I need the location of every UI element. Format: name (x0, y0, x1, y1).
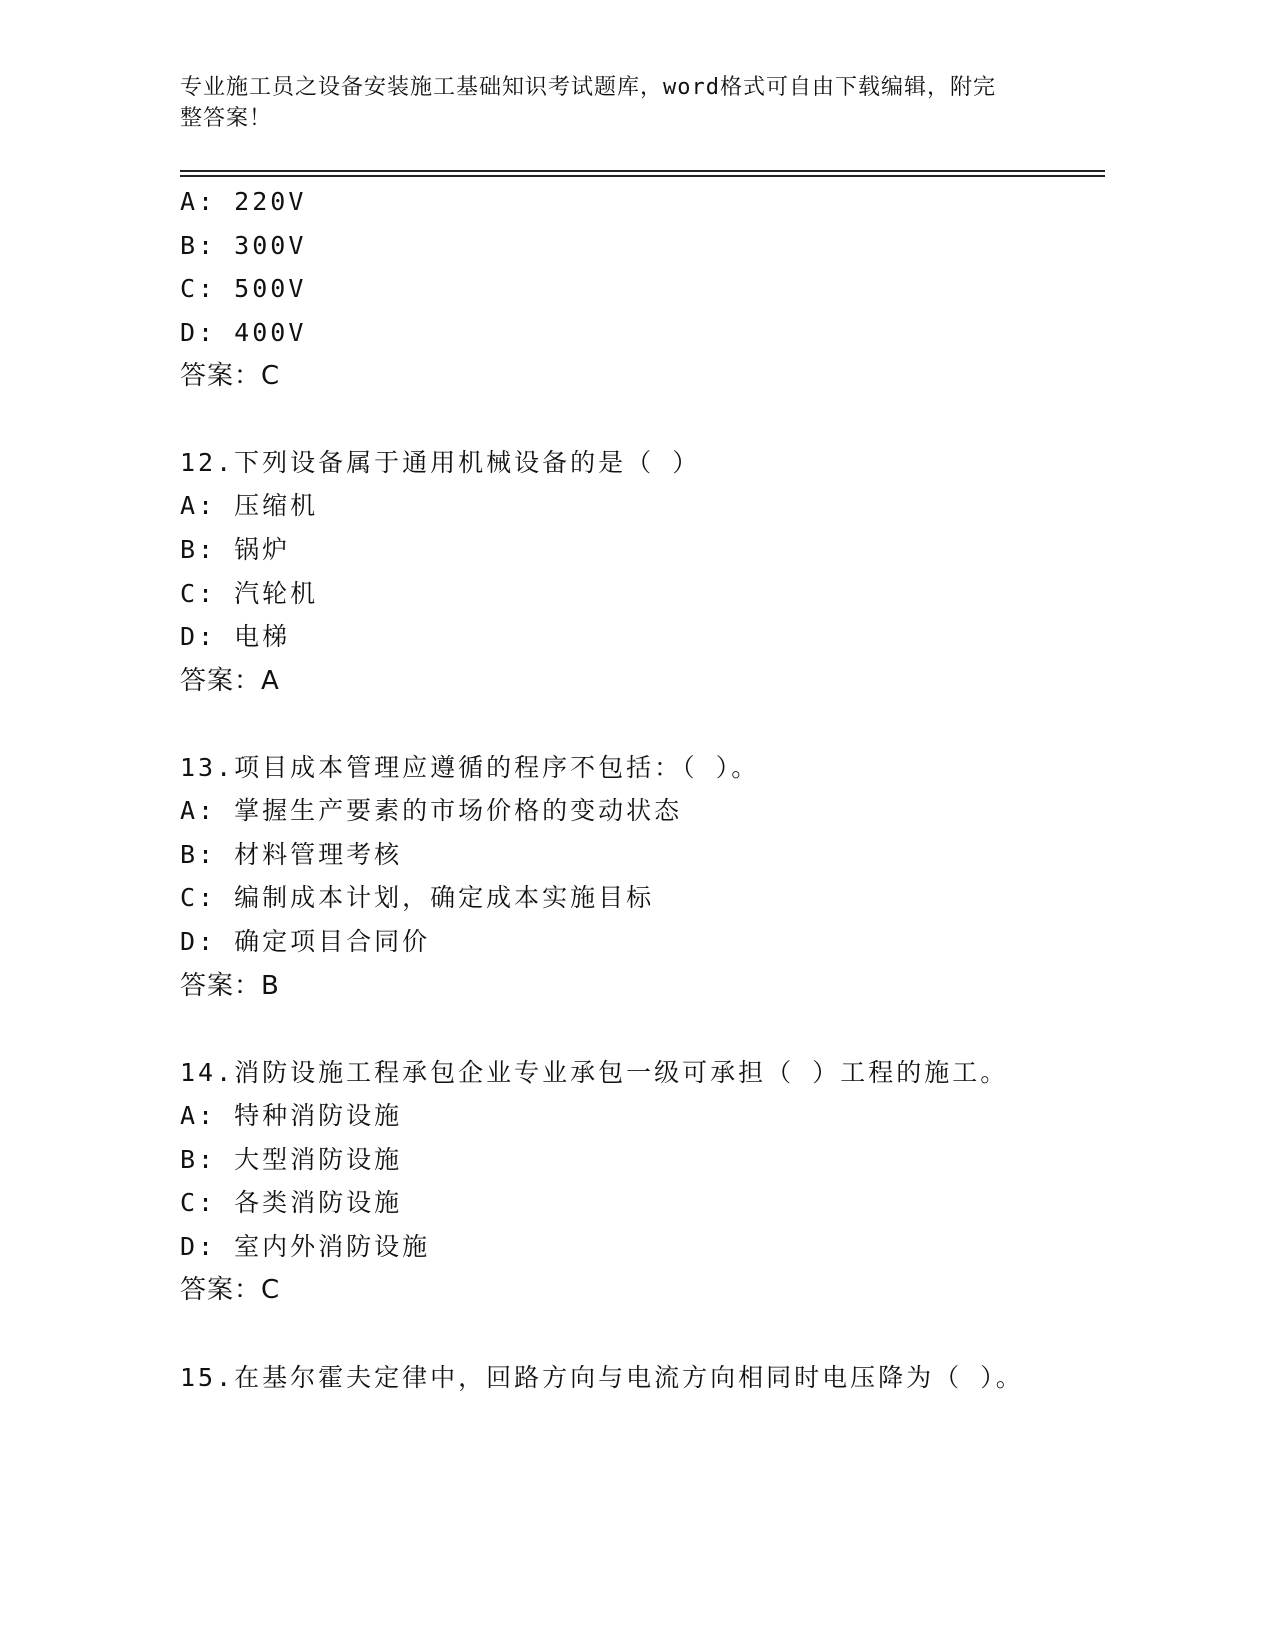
question-12-option-b (180, 534, 290, 566)
question-12-answer: 答案：A (180, 666, 280, 696)
option-text: 掌握生产要素的市场价格的变动状态 (234, 796, 683, 825)
question-15-stem: 15.在基尔霍夫定律中，回路方向与电流方向相同时电压降为（ ）。 (180, 1363, 1024, 1392)
header-line-1: 专业施工员之设备安装施工基础知识考试题库，word格式可自由下载编辑，附完 (180, 75, 996, 100)
option-label: D: (180, 318, 217, 347)
option-text: 220V (234, 187, 307, 216)
option-text: 特种消防设施 (234, 1101, 403, 1130)
question-13-answer: 答案：B (180, 971, 280, 1001)
option-text: 500V (234, 274, 307, 303)
option-label: A: (180, 796, 217, 825)
question-13-option-d (180, 926, 430, 958)
option-label: C: (180, 1188, 217, 1217)
question-14-option-d (180, 1231, 430, 1263)
option-text: 编制成本计划，确定成本实施目标 (234, 883, 655, 912)
question-14-stem: 14.消防设施工程承包企业专业承包一级可承担（ ）工程的施工。 (180, 1058, 1009, 1087)
question-12-option-c (180, 578, 318, 610)
option-text: 压缩机 (234, 491, 319, 520)
question-13-stem: 13.项目成本管理应遵循的程序不包括：（ ）。 (180, 753, 760, 782)
option-label: A: (180, 1101, 217, 1130)
option-label: A: (180, 491, 217, 520)
prev-option-c (180, 273, 306, 305)
header-divider-bottom (180, 175, 1105, 177)
option-label: B: (180, 1145, 217, 1174)
option-label: C: (180, 579, 217, 608)
header-line-2: 整答案！ (180, 106, 273, 131)
option-label: D: (180, 1232, 217, 1261)
question-13-option-c (180, 882, 654, 914)
option-text: 锅炉 (234, 535, 291, 564)
option-text: 大型消防设施 (234, 1145, 403, 1174)
prev-option-a (180, 186, 306, 218)
option-label: B: (180, 231, 217, 260)
question-14-option-b (180, 1144, 402, 1176)
prev-option-d (180, 317, 306, 349)
question-12-option-a (180, 490, 318, 522)
question-14-answer: 答案：C (180, 1275, 281, 1305)
option-label: C: (180, 883, 217, 912)
document-header (180, 72, 1040, 134)
option-label: B: (180, 535, 217, 564)
option-text: 材料管理考核 (234, 840, 403, 869)
question-14-option-a (180, 1100, 402, 1132)
option-text: 各类消防设施 (234, 1188, 403, 1217)
header-divider-top (180, 170, 1105, 172)
option-text: 电梯 (234, 622, 291, 651)
prev-answer: 答案：C (180, 361, 281, 391)
option-text: 300V (234, 231, 307, 260)
question-12-stem: 12.下列设备属于通用机械设备的是（ ） (180, 448, 701, 477)
option-text: 汽轮机 (234, 579, 319, 608)
question-14-option-c (180, 1187, 402, 1219)
option-label: A: (180, 187, 217, 216)
option-label: D: (180, 622, 217, 651)
option-text: 400V (234, 318, 307, 347)
option-label: C: (180, 274, 217, 303)
question-13-option-a (180, 795, 682, 827)
option-label: D: (180, 927, 217, 956)
option-text: 室内外消防设施 (234, 1232, 431, 1261)
question-13-option-b (180, 839, 402, 871)
prev-option-b (180, 230, 306, 262)
option-label: B: (180, 840, 217, 869)
option-text: 确定项目合同价 (234, 927, 431, 956)
question-12-option-d (180, 621, 290, 653)
